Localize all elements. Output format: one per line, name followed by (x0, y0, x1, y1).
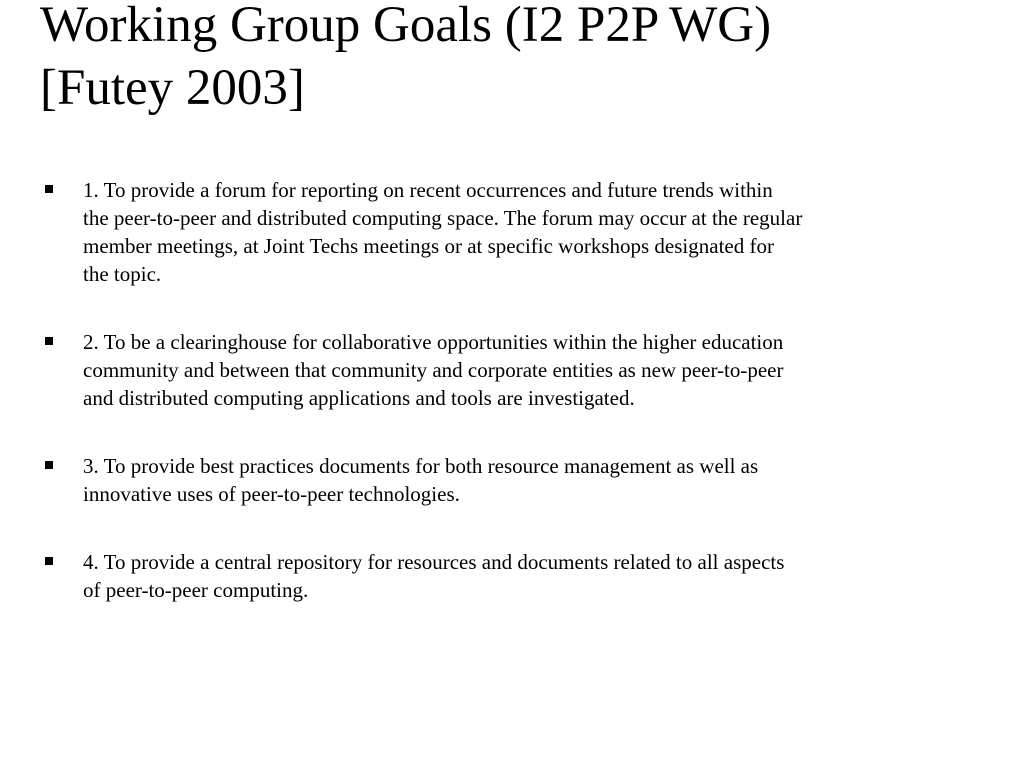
square-bullet-icon (45, 461, 53, 469)
bullet-line: community and between that community and corporate entities as new peer-to-peer (83, 358, 784, 382)
bullet-item (0, 328, 1024, 412)
bullet-line: 3. To provide best practices documents for both resource management as well as (83, 454, 759, 478)
bullet-line: member meetings, at Joint Techs meetings or at specific workshops designated for (83, 234, 774, 258)
bullet-line: 1. To provide a forum for reporting on recent occurrences and future trends within (83, 178, 773, 202)
bullet-line: the topic. (83, 262, 162, 286)
square-bullet-icon (45, 337, 53, 345)
bullet-item (0, 176, 1024, 288)
slide-title (40, 0, 1000, 120)
bullet-line: of peer-to-peer computing. (83, 578, 309, 602)
bullet-line: and distributed computing applications and tools are investigated. (83, 386, 635, 410)
bullet-line: innovative uses of peer-to-peer technologies. (83, 482, 460, 506)
square-bullet-icon (45, 557, 53, 565)
bullet-line: 2. To be a clearinghouse for collaborative opportunities within the higher education (83, 330, 784, 354)
bullet-list (0, 176, 1024, 644)
bullet-item (0, 452, 1024, 508)
square-bullet-icon (45, 185, 53, 193)
bullet-text (83, 452, 963, 508)
bullet-item (0, 548, 1024, 604)
slide-title-line: [Futey 2003] (40, 60, 305, 116)
slide-title-line: Working Group Goals (I2 P2P WG) (40, 0, 772, 53)
bullet-line: the peer-to-peer and distributed computing space. The forum may occur at the regular (83, 206, 803, 230)
bullet-text (83, 548, 963, 604)
bullet-line: 4. To provide a central repository for resources and documents related to all aspects (83, 550, 785, 574)
bullet-text (83, 176, 963, 288)
bullet-text (83, 328, 963, 412)
